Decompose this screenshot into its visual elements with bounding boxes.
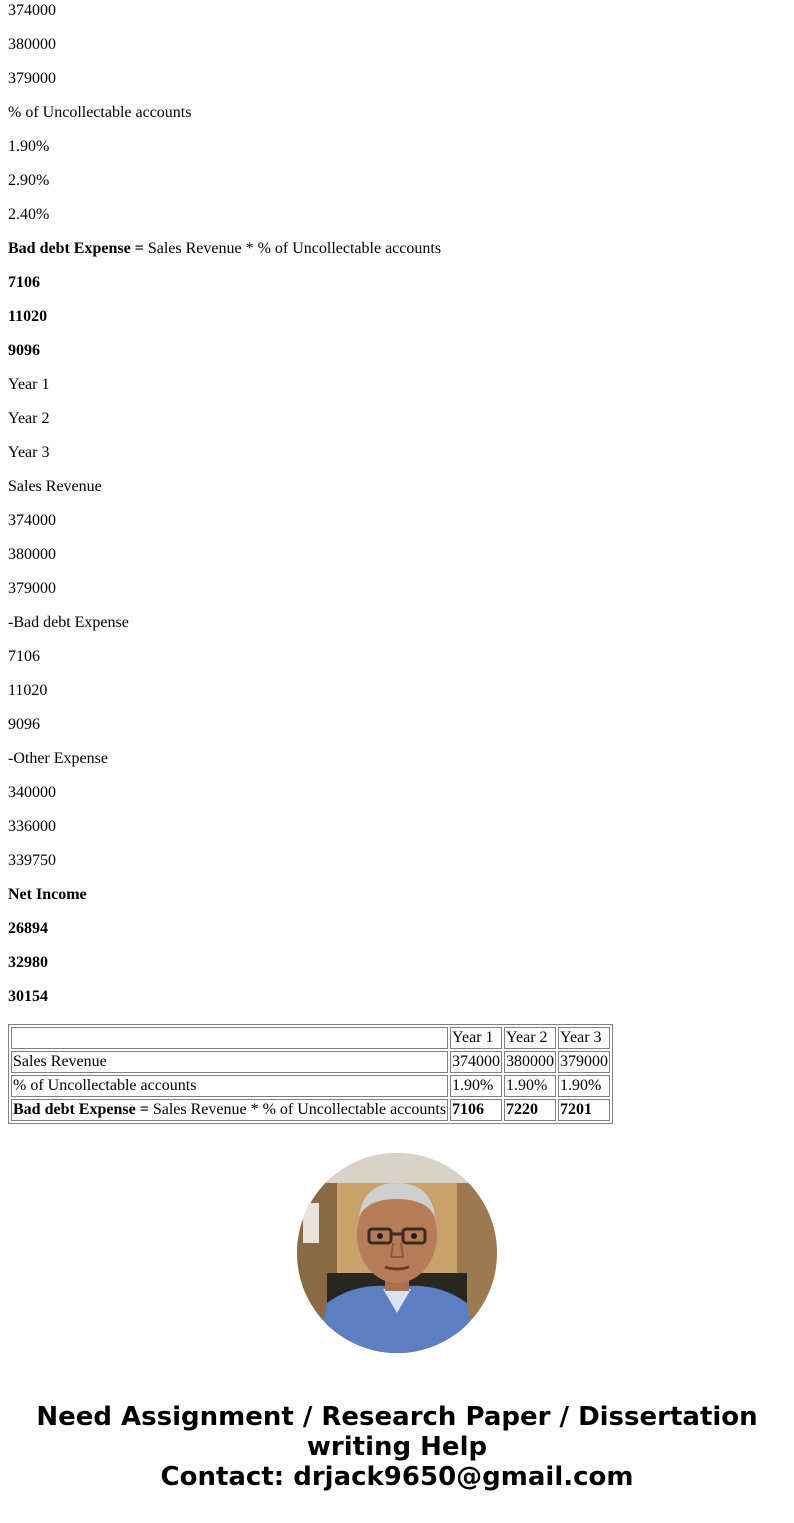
footer-line-1: Need Assignment / Research Paper / Dissertation [36, 1402, 758, 1432]
table-cell: 380000 [504, 1051, 556, 1073]
table-cell: Sales Revenue [11, 1051, 448, 1073]
author-photo [297, 1153, 497, 1353]
sales-y3-top: 379000 [8, 70, 56, 87]
table-cell: Year 1 [450, 1027, 502, 1049]
table-cell: 1.90% [558, 1075, 610, 1097]
pct-y1: 1.90% [8, 138, 50, 155]
year2-label: Year 2 [8, 410, 50, 427]
sales-y2-top: 380000 [8, 36, 56, 53]
pct-y3: 2.40% [8, 206, 50, 223]
sales-y1: 374000 [8, 512, 56, 529]
net-income-y2: 32980 [8, 954, 48, 971]
sales-label: Sales Revenue [8, 478, 102, 495]
table-cell: % of Uncollectable accounts [11, 1075, 448, 1097]
bad-debt-y2: 11020 [8, 682, 48, 699]
bde-y2: 11020 [8, 308, 48, 325]
pct-label: % of Uncollectable accounts [8, 104, 192, 121]
table-header-row [11, 1027, 610, 1049]
bad-debt-label: -Bad debt Expense [8, 614, 129, 631]
sales-y1-top: 374000 [8, 2, 56, 19]
other-expense-y3: 339750 [8, 852, 56, 869]
other-expense-label: -Other Expense [8, 750, 108, 767]
table-cell: Year 3 [558, 1027, 610, 1049]
net-income-label: Net Income [8, 886, 87, 903]
formula-line [8, 232, 788, 266]
table-cell: 7201 [558, 1099, 610, 1121]
bad-debt-y1: 7106 [8, 648, 40, 665]
pct-y2: 2.90% [8, 172, 50, 189]
table-row [11, 1099, 610, 1121]
footer-contact-line: Contact: drjack9650@gmail.com [160, 1462, 634, 1492]
table-cell: 1.90% [450, 1075, 502, 1097]
sales-y3: 379000 [8, 580, 56, 597]
contact-footer [0, 1402, 794, 1492]
document-body [8, 0, 788, 1124]
table-cell: 1.90% [504, 1075, 556, 1097]
other-expense-y2: 336000 [8, 818, 56, 835]
table-row [11, 1051, 610, 1073]
year1-label: Year 1 [8, 376, 50, 393]
table-cell: Bad debt Expense = Sales Revenue * % of Uncollectable accounts [11, 1099, 448, 1121]
table-cell: 379000 [558, 1051, 610, 1073]
table-row [11, 1075, 610, 1097]
bad-debt-table [8, 1024, 613, 1124]
table-cell [11, 1027, 448, 1049]
table-cell: 374000 [450, 1051, 502, 1073]
table-cell: 7220 [504, 1099, 556, 1121]
formula-rest: Sales Revenue * % of Uncollectable accounts [143, 240, 442, 257]
sales-y2: 380000 [8, 546, 56, 563]
bde-y1: 7106 [8, 274, 40, 291]
bde-y3: 9096 [8, 342, 40, 359]
net-income-y3: 30154 [8, 988, 48, 1005]
avatar [297, 1153, 497, 1353]
table-cell: 7106 [450, 1099, 502, 1121]
other-expense-y1: 340000 [8, 784, 56, 801]
formula-bold: Bad debt Expense = [8, 240, 144, 257]
year3-label: Year 3 [8, 444, 50, 461]
table-cell: Year 2 [504, 1027, 556, 1049]
bad-debt-y3: 9096 [8, 716, 40, 733]
footer-line-2: writing Help [306, 1432, 488, 1462]
net-income-y1: 26894 [8, 920, 48, 937]
